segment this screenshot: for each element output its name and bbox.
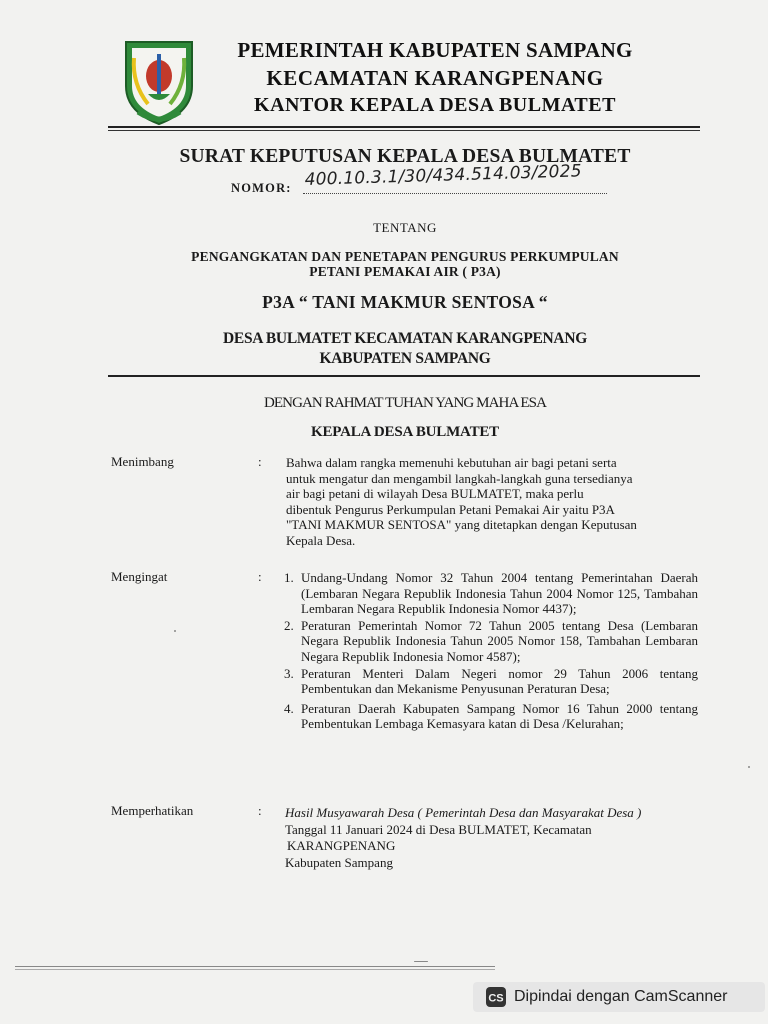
menimbang-line: dibentuk Pengurus Perkumpulan Petani Pemakai Air yaitu P3A (286, 501, 615, 517)
menimbang-line: Kepala Desa. (286, 532, 356, 548)
letterhead-government: PEMERINTAH KABUPATEN SAMPANG (237, 38, 633, 62)
mengingat-item (284, 618, 698, 665)
scan-speck (414, 961, 428, 962)
menimbang-line: air bagi petani di wilayah Desa BULMATET, maka perlu (286, 486, 584, 502)
mengingat-item (284, 701, 698, 732)
letterhead-subdistrict: KECAMATAN KARANGPENANG (266, 66, 604, 90)
mengingat-label: Mengingat (111, 569, 168, 584)
group-name: P3A “ TANI MAKMUR SENTOSA “ (262, 292, 548, 312)
nomor-handwritten-value: 400.10.3.1/30/434.514.03/2025 (304, 161, 583, 190)
nomor-label: NOMOR: (231, 181, 292, 195)
memperhatikan-line: Hasil Musyawarah Desa ( Pemerintah Desa dan Masyarakat Desa ) (285, 805, 642, 820)
memperhatikan-line: KARANGPENANG (287, 838, 396, 853)
menimbang-text (286, 455, 696, 549)
page-bottom-rule-thin (15, 969, 495, 970)
scan-speck (748, 766, 750, 768)
memperhatikan-line: Kabupaten Sampang (285, 854, 393, 870)
mengingat-list (284, 570, 698, 732)
memperhatikan-label: Memperhatikan (111, 803, 194, 818)
mengingat-item-number: 2. (284, 617, 294, 633)
title-divider (108, 375, 700, 377)
location-line-1: DESA BULMATET KECAMATAN KARANGPENANG (223, 330, 587, 347)
mengingat-item-text: Peraturan Menteri Dalam Negeri nomor 29 Tahun 2006 tentang Pembentukan dan Mekanisme Penyusunan Peraturan Desa; (301, 665, 698, 697)
nomor-dotted-line (303, 193, 607, 194)
mengingat-colon: : (258, 569, 262, 584)
district-emblem-logo (120, 36, 198, 128)
blessing-line: DENGAN RAHMAT TUHAN YANG MAHA ESA (263, 395, 547, 411)
mengingat-item-number: 4. (284, 700, 294, 716)
menimbang-line: untuk mengatur dan mengambil langkah-langkah guna tersedianya (286, 470, 633, 486)
memperhatikan-colon: : (258, 803, 262, 818)
decree-title: SURAT KEPUTUSAN KEPALA DESA BULMATET (179, 146, 631, 167)
svg-text:CS: CS (488, 992, 504, 1005)
mengingat-item-text: Peraturan Pemerintah Nomor 72 Tahun 2005 tentang Desa (Lembaran Negara Republik Indonesia Tahun 2005 Nomor 158, Tambahan Lembaran Negara Republik Indonesia Nomor 4587); (301, 617, 698, 664)
scan-speck (174, 630, 176, 632)
mengingat-item-number: 3. (284, 665, 294, 681)
letterhead-divider-thick (108, 126, 700, 128)
camscanner-label: Dipindai dengan CamScanner (514, 988, 728, 1005)
signatory-heading: KEPALA DESA BULMATET (311, 424, 499, 440)
letterhead-office: KANTOR KEPALA DESA BULMATET (254, 94, 616, 116)
tentang-heading: TENTANG (373, 220, 437, 235)
location-line-2: KABUPATEN SAMPANG (319, 350, 491, 367)
subject-line-1: PENGANGKATAN DAN PENETAPAN PENGURUS PERKUMPULAN (191, 249, 619, 264)
menimbang-line: "TANI MAKMUR SENTOSA" yang ditetapkan dengan Keputusan (286, 517, 637, 533)
letterhead-divider-thin (108, 130, 700, 131)
mengingat-item (284, 570, 698, 617)
memperhatikan-text (285, 805, 641, 871)
memperhatikan-line: Tanggal 11 Januari 2024 di Desa BULMATET, Kecamatan (285, 821, 592, 837)
mengingat-item (284, 666, 698, 697)
mengingat-item-text: Undang-Undang Nomor 32 Tahun 2004 tentang Pemerintahan Daerah (Lembaran Negara Republik Indonesia Tahun 2004 Nomor 125, Tambahan Lembaran Negara Republik Indonesia Nomor 4437); (301, 570, 698, 617)
menimbang-line: Bahwa dalam rangka memenuhi kebutuhan air bagi petani serta (286, 455, 617, 470)
page-bottom-rule (15, 966, 495, 967)
mengingat-item-number: 1. (284, 570, 294, 585)
camscanner-watermark (473, 982, 765, 1012)
subject-line-2: PETANI PEMAKAI AIR ( P3A) (309, 264, 501, 279)
mengingat-item-text: Peraturan Daerah Kabupaten Sampang Nomor 16 Tahun 2000 tentang Pembentukan Lembaga Kemasyara katan di Desa /Kelurahan; (301, 700, 698, 732)
menimbang-label: Menimbang (111, 454, 174, 469)
camscanner-icon (486, 987, 506, 1007)
menimbang-colon: : (258, 454, 262, 469)
